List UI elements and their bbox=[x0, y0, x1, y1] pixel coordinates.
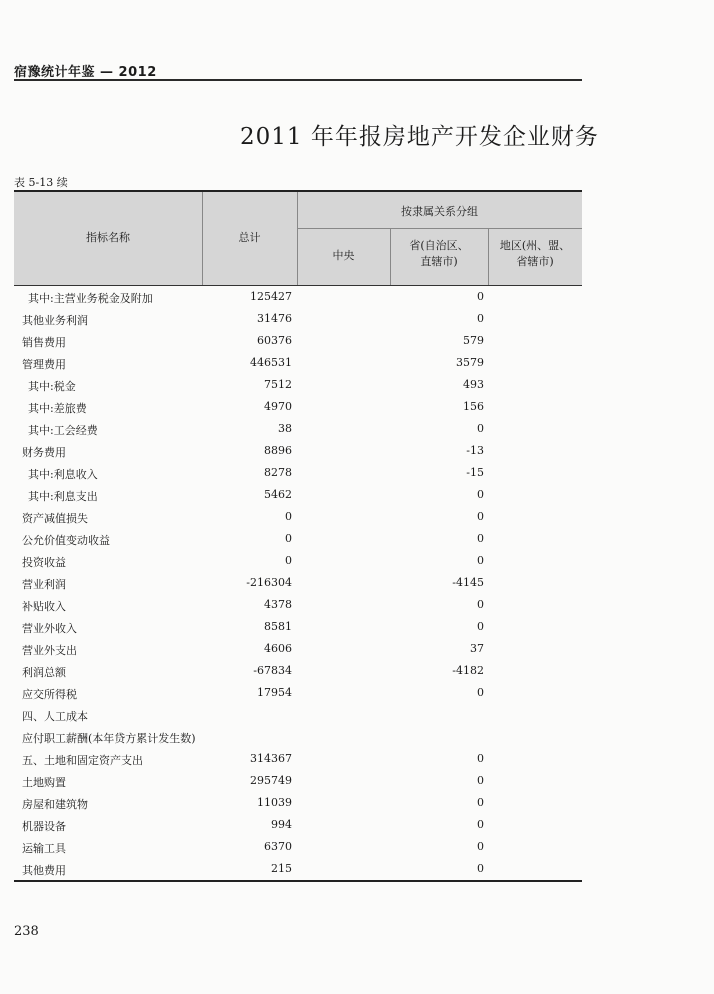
row-provincial: 0 bbox=[477, 510, 484, 523]
table-row bbox=[14, 352, 582, 374]
table-label: 表 5-13 续 bbox=[14, 176, 68, 189]
row-name: 补贴收入 bbox=[22, 600, 66, 613]
row-total: 8278 bbox=[264, 466, 292, 479]
row-provincial: 0 bbox=[477, 752, 484, 765]
row-total: 125427 bbox=[250, 290, 292, 303]
row-name: 营业利润 bbox=[22, 578, 66, 591]
row-total: 8896 bbox=[264, 444, 292, 457]
row-name: 其中:税金 bbox=[28, 380, 76, 393]
table-row bbox=[14, 418, 582, 440]
table-row bbox=[14, 770, 582, 792]
row-total: 4970 bbox=[264, 400, 292, 413]
header-prefecture bbox=[488, 238, 582, 270]
row-name: 其中:差旅费 bbox=[28, 402, 87, 415]
row-provincial: 0 bbox=[477, 620, 484, 633]
table-row bbox=[14, 792, 582, 814]
table-row bbox=[14, 462, 582, 484]
row-name: 房屋和建筑物 bbox=[22, 798, 88, 811]
row-total: 31476 bbox=[257, 312, 292, 325]
row-total: 0 bbox=[285, 554, 292, 567]
row-provincial: -4145 bbox=[452, 576, 484, 589]
row-provincial: 0 bbox=[477, 598, 484, 611]
row-name: 五、土地和固定资产支出 bbox=[22, 754, 143, 767]
table-row bbox=[14, 836, 582, 858]
row-total: 0 bbox=[285, 510, 292, 523]
row-provincial: 0 bbox=[477, 488, 484, 501]
row-total: 295749 bbox=[250, 774, 292, 787]
table-row bbox=[14, 308, 582, 330]
data-table bbox=[14, 190, 582, 882]
row-provincial: -15 bbox=[466, 466, 484, 479]
row-provincial: 0 bbox=[477, 840, 484, 853]
header-total: 总计 bbox=[238, 231, 261, 244]
table-row bbox=[14, 748, 582, 770]
table-row bbox=[14, 682, 582, 704]
running-header: 宿豫统计年鉴 — 2012 bbox=[14, 65, 157, 80]
row-name: 应交所得税 bbox=[22, 688, 77, 701]
row-total: 4606 bbox=[264, 642, 292, 655]
row-name: 土地购置 bbox=[22, 776, 66, 789]
row-total: 314367 bbox=[250, 752, 292, 765]
table-row bbox=[14, 528, 582, 550]
row-provincial: -13 bbox=[466, 444, 484, 457]
row-name: 机器设备 bbox=[22, 820, 66, 833]
header-provincial-line1: 省(自治区、 bbox=[409, 239, 469, 252]
row-total: 11039 bbox=[257, 796, 292, 809]
row-provincial: 0 bbox=[477, 862, 484, 875]
table-row bbox=[14, 814, 582, 836]
row-total: 38 bbox=[278, 422, 292, 435]
table-row bbox=[14, 638, 582, 660]
row-name: 财务费用 bbox=[22, 446, 66, 459]
row-provincial: 0 bbox=[477, 290, 484, 303]
row-total: 6370 bbox=[264, 840, 292, 853]
row-provincial: 0 bbox=[477, 312, 484, 325]
row-name: 销售费用 bbox=[22, 336, 66, 349]
row-total: 4378 bbox=[264, 598, 292, 611]
header-provincial-line2: 直辖市) bbox=[420, 255, 458, 268]
row-provincial: 37 bbox=[470, 642, 484, 655]
row-total: 60376 bbox=[257, 334, 292, 347]
table-header bbox=[14, 192, 582, 286]
row-provincial: 0 bbox=[477, 796, 484, 809]
table-row bbox=[14, 550, 582, 572]
row-name: 其中:利息支出 bbox=[28, 490, 98, 503]
row-name: 其中:主营业务税金及附加 bbox=[28, 292, 153, 305]
row-total: 994 bbox=[271, 818, 292, 831]
row-name: 管理费用 bbox=[22, 358, 66, 371]
row-name: 营业外支出 bbox=[22, 644, 77, 657]
table-row bbox=[14, 616, 582, 638]
row-provincial: 579 bbox=[463, 334, 484, 347]
table-row bbox=[14, 330, 582, 352]
row-provincial: 493 bbox=[463, 378, 484, 391]
row-provincial: 3579 bbox=[456, 356, 484, 369]
row-total: 17954 bbox=[257, 686, 292, 699]
row-provincial: 156 bbox=[463, 400, 484, 413]
row-name: 利润总额 bbox=[22, 666, 66, 679]
row-total: -216304 bbox=[246, 576, 292, 589]
row-name: 其他业务利润 bbox=[22, 314, 88, 327]
table-row bbox=[14, 286, 582, 308]
table-body bbox=[14, 286, 582, 880]
group-header-rule bbox=[297, 228, 582, 229]
row-name: 其他费用 bbox=[22, 864, 66, 877]
row-provincial: 0 bbox=[477, 774, 484, 787]
header-provincial bbox=[390, 238, 488, 270]
row-provincial: 0 bbox=[477, 686, 484, 699]
row-provincial: 0 bbox=[477, 818, 484, 831]
header-group: 按隶属关系分组 bbox=[401, 205, 478, 218]
header-indicator: 指标名称 bbox=[86, 231, 130, 244]
row-name: 资产减值损失 bbox=[22, 512, 88, 525]
header-prefecture-line1: 地区(州、盟、 bbox=[499, 239, 571, 252]
table-row bbox=[14, 374, 582, 396]
row-total: 446531 bbox=[250, 356, 292, 369]
row-total: 7512 bbox=[264, 378, 292, 391]
header-rule bbox=[14, 79, 582, 81]
row-total: 0 bbox=[285, 532, 292, 545]
table-row bbox=[14, 396, 582, 418]
table-row bbox=[14, 484, 582, 506]
row-name: 其中:利息收入 bbox=[28, 468, 98, 481]
table-row bbox=[14, 858, 582, 880]
header-central: 中央 bbox=[332, 249, 355, 262]
row-name: 投资收益 bbox=[22, 556, 66, 569]
page-title: 2011 年年报房地产开发企业财务 bbox=[240, 124, 599, 150]
row-name: 公允价值变动收益 bbox=[22, 534, 110, 547]
table-row bbox=[14, 704, 582, 726]
table-row bbox=[14, 506, 582, 528]
row-name: 运输工具 bbox=[22, 842, 66, 855]
row-total: 5462 bbox=[264, 488, 292, 501]
row-total: -67834 bbox=[253, 664, 292, 677]
row-provincial: 0 bbox=[477, 554, 484, 567]
row-total: 215 bbox=[271, 862, 292, 875]
row-name: 应付职工薪酬(本年贷方累计发生数) bbox=[22, 732, 196, 745]
table-row bbox=[14, 726, 582, 748]
row-provincial: 0 bbox=[477, 422, 484, 435]
page-number: 238 bbox=[14, 924, 39, 939]
table-row bbox=[14, 660, 582, 682]
table-row bbox=[14, 440, 582, 462]
row-name: 四、人工成本 bbox=[22, 710, 88, 723]
header-prefecture-line2: 省辖市) bbox=[516, 255, 554, 268]
row-total: 8581 bbox=[264, 620, 292, 633]
table-row bbox=[14, 594, 582, 616]
row-provincial: 0 bbox=[477, 532, 484, 545]
table-row bbox=[14, 572, 582, 594]
row-name: 其中:工会经费 bbox=[28, 424, 98, 437]
row-name: 营业外收入 bbox=[22, 622, 77, 635]
row-provincial: -4182 bbox=[452, 664, 484, 677]
